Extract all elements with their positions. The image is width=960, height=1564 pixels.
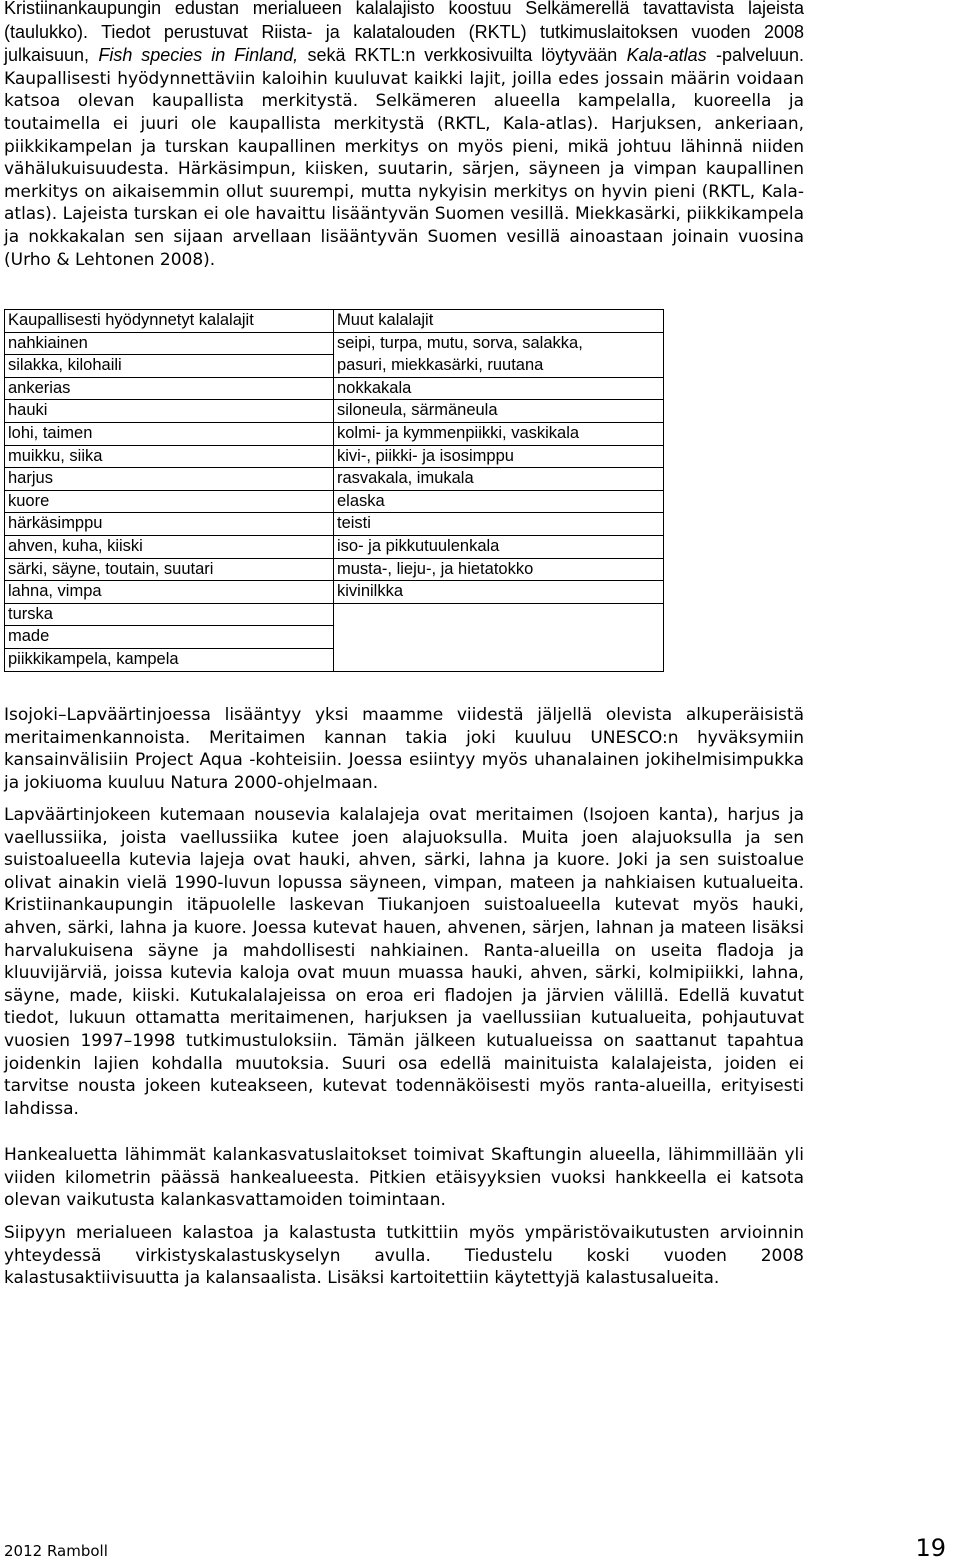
commercial-species-cell: made [5,626,334,649]
paragraph-fish-farms: Hankealuetta lähimmät kalankasvatuslaitokset toimivat Skaftungin alueella, lähimmillään yli viiden kilometrin päässä hankealueesta. Pitkien etäisyyksien vuoksi hankkeella ei katsota olevan vaikutusta kalankasvattamoiden toimintaan. [4,1145,804,1211]
intro-rest: Kaupallisesti hyödynnettäviin kaloihin kuuluvat kaikki lajit, joilla edes jossain määrin voidaan katsoa olevan kaupallista merkitystä. Selkämeren alueella kampelalla, kuoreella ja toutaimella ei juuri ole kaupallista merkitystä (RKTL, Kala-atlas). Harjuksen, ankeriaan, piikkikampelan ja turskan kaupallinen merkitys on myös pieni, mikä johtuu lähinnä niiden vähälukuisuudesta. Härkäsimpun, kiisken, suutarin, särjen, säyneen ja vimpan kaupallinen merkitys on aikaisemmin ollut suurempi, mutta nykyisin merkitys on hyvin pieni (RKTL, Kala-atlas). Lajeista turskan ei ole havaittu lisääntyvän Suomen vesillä. Miekkasärki, piikkikampela ja nokkakalan sen sijaan arvellaan lisääntyvän Suomen vesillä ainoastaan joinain vuosina (Urho & Lehtonen 2008). [4,68,804,270]
intro-sentence-1: Kristiinankaupungin edustan merialueen kalalajisto koostuu Selkämerellä tavattavista lajeista (taulukko). Tiedot perustuvat Riista- ja kalatalouden (RKTL) tutkimuslaitoksen vuoden 2008 julkaisuun, [4,0,804,66]
page-number: 19 [915,1534,946,1562]
other-species-cell: kivinilkka [334,581,664,604]
commercial-species-cell: kuore [5,490,334,513]
commercial-species-cell: turska [5,603,334,626]
other-species-cell [334,626,664,649]
other-species-cell: musta-, lieju-, ja hietatokko [334,558,664,581]
commercial-species-cell: silakka, kilohaili [5,355,334,378]
commercial-species-cell: hauki [5,400,334,423]
commercial-species-cell: harjus [5,468,334,491]
intro-sentence-1b: sekä RKTL:n verkkosivuilta löytyvään [307,45,618,66]
commercial-species-cell: nahkiainen [5,332,334,355]
table-row [5,490,664,513]
intro-book-title: Fish species in Finland, [98,45,299,66]
commercial-species-cell: muikku, siika [5,445,334,468]
header-other: Muut kalalajit [334,310,664,333]
other-species-cell: nokkakala [334,377,664,400]
other-species-cell: iso- ja pikkutuulenkala [334,535,664,558]
commercial-species-cell: ankerias [5,377,334,400]
paragraph-spawning: Lapväärtinjokeen kutemaan nousevia kalalajeja ovat meritaimen (Isojoen kanta), harjus ja vaellussiika, joista vaellussiika kutee joen alajuoksulla. Muita joen alajuoksulla ja sen suistoalueella kutevia lajeja ovat hauki, ahven, särki, lahna ja kuore. Joki ja sen suistoalue olivat ainakin vielä 1990-luvun lopussa säyneen, vimpan, mateen ja nahkiaisen kutualueita. Kristiinankaupungin itäpuolelle laskevan Tiukanjoen suistoalueella kutevat myös hauki, ahven, särki, lahna ja kuore. Joessa kutevat hauen, ahvenen, särjen, lahnan ja mateen lisäksi harvalukuisena säyne ja mahdollisesti nahkiainen. Ranta-alueilla on useita fladoja ja kluuvijärviä, joissa kutevia kaloja ovat muun muassa hauki, ahven, särki, kolmipiikki, lahna, säyne, made, kiiski. Kutukalalajeissa on eroa eri fladojen ja järvien välillä. Edellä kuvatut tiedot, lukuun ottamatta meritaimenen, harjuksen ja vaellussiian kutualueita, pohjautuvat vuosien 1997–1998 tutkimustuloksiin. Tämän jälkeen kutualueissa on saattanut tapahtua joidenkin lajien kohdalla muutoksia. Suuri osa edellä mainituista kalalajeista, joiden ei tarvitse nousta jokeen kuteakseen, kutevat todennäköisesti myös ranta-alueilla, erityisesti lahdissa. [4,805,804,1119]
other-species-cell: elaska [334,490,664,513]
commercial-species-cell: särki, säyne, toutain, suutari [5,558,334,581]
table-row [5,445,664,468]
paragraph-isojoki: Isojoki–Lapväärtinjoessa lisääntyy yksi maamme viidestä jäljellä olevista alkuperäisistä meritaimenkannoista. Meritaimen kannan takia joki kuuluu UNESCO:n hyväksymiin kansainvälisiin Project Aqua -kohteisiin. Joessa esiintyy myös uhanalainen jokihelmisimpukka ja jokiuoma kuuluu Natura 2000-ohjelmaan. [4,705,804,793]
other-species-cell: rasvakala, imukala [334,468,664,491]
commercial-species-cell: ahven, kuha, kiiski [5,535,334,558]
table-row [5,603,664,626]
table-row [5,332,664,355]
other-species-cell: pasuri, miekkasärki, ruutana [334,355,664,378]
table-row [5,400,664,423]
table-row [5,513,664,536]
commercial-species-cell: lohi, taimen [5,422,334,445]
intro-paragraph [4,0,804,271]
table-row [5,422,664,445]
other-species-cell: kivi-, piikki- ja isosimppu [334,445,664,468]
other-species-cell: kolmi- ja kymmenpiikki, vaskikala [334,422,664,445]
other-species-cell: seipi, turpa, mutu, sorva, salakka, [334,332,664,355]
footer-copyright: 2012 Ramboll [4,1542,108,1560]
commercial-species-cell: piikkikampela, kampela [5,648,334,671]
table-header-row [5,310,664,333]
other-species-cell [334,603,664,626]
commercial-species-cell: lahna, vimpa [5,581,334,604]
intro-service-name: Kala-atlas [626,45,707,66]
table-row [5,581,664,604]
table-row [5,468,664,491]
header-commercial: Kaupallisesti hyödynnetyt kalalajit [5,310,334,333]
intro-sentence-1c: -palveluun. [715,45,805,66]
table-row [5,355,664,378]
commercial-species-cell: härkäsimppu [5,513,334,536]
table-row [5,626,664,649]
other-species-cell [334,648,664,671]
other-species-cell: teisti [334,513,664,536]
table-row [5,377,664,400]
table-row [5,558,664,581]
table-row [5,648,664,671]
fish-species-table [4,309,664,672]
other-species-cell: siloneula, särmäneula [334,400,664,423]
table-row [5,535,664,558]
paragraph-survey: Siipyyn merialueen kalastoa ja kalastusta tutkittiin myös ympäristövaikutusten arvioinnin yhteydessä virkistyskalastuskyselyn avulla. Tiedustelu koski vuoden 2008 kalastusaktiivisuutta ja kalansaalista. Lisäksi kartoitettiin käytettyjä kalastusalueita. [4,1223,804,1289]
